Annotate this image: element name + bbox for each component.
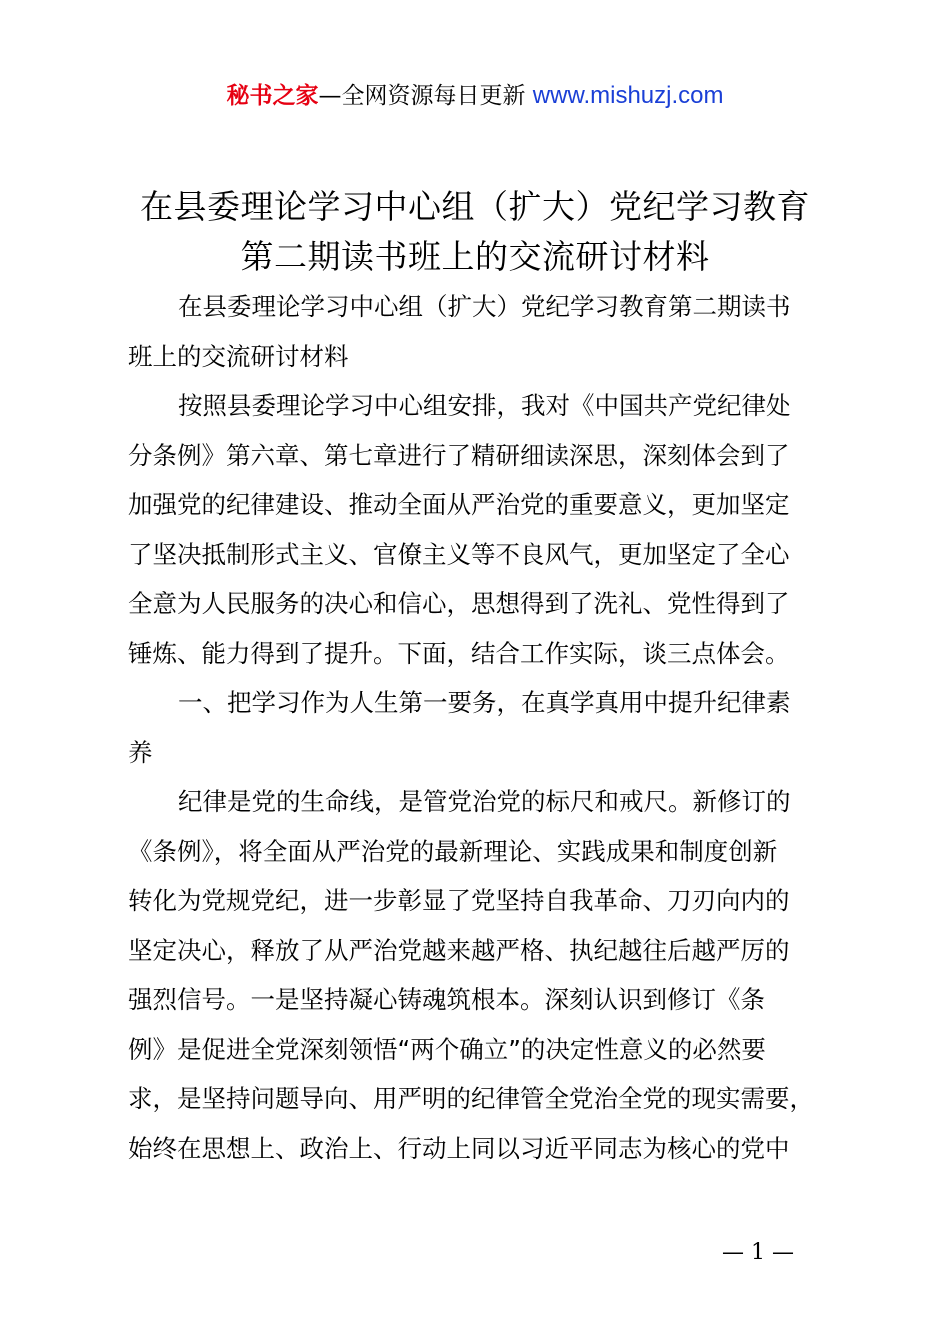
paragraph-line: 全意为人民服务的决心和信心，思想得到了洗礼、党性得到了 <box>128 589 790 618</box>
paragraph-line: 分条例》第六章、第七章进行了精研细读深思，深刻体会到了 <box>128 440 790 470</box>
title-line-1: 在县委理论学习中心组（扩大）党纪学习教育 <box>140 187 810 226</box>
paragraph-line: 了坚决抵制形式主义、官僚主义等不良风气，更加坚定了全心 <box>128 539 790 569</box>
brand-name: 秘书之家 <box>226 83 319 109</box>
paragraph-line: 按照县委理论学习中心组安排，我对《中国共产党纪律处 <box>178 391 791 420</box>
page-number: — 1 — <box>722 1240 794 1265</box>
header-slogan: —全网资源每日更新 <box>318 83 526 109</box>
paragraph-line: 例》是促进全党深刻领悟“两个确立”的决定性意义的必然要 <box>128 1034 766 1064</box>
paragraph-line: 纪律是党的生命线，是管党治党的标尺和戒尺。新修订的 <box>178 787 791 816</box>
section-heading-line: 一、把学习作为人生第一要务，在真学真用中提升纪律素 <box>178 688 791 717</box>
paragraph-line: 坚定决心，释放了从严治党越来越严格、执纪越往后越严厉的 <box>128 935 790 965</box>
site-url-link[interactable]: www.mishuzj.com <box>532 82 724 109</box>
title-line-2: 第二期读书班上的交流研讨材料 <box>240 237 710 276</box>
paragraph-line: 求，是坚持问题导向、用严明的纪律管全党治全党的现实需要， <box>128 1084 814 1113</box>
paragraph-line: 强烈信号。一是坚持凝心铸魂筑根本。深刻认识到修订《条 <box>128 985 765 1014</box>
paragraph-line: 加强党的纪律建设、推动全面从严治党的重要意义，更加坚定 <box>128 490 790 519</box>
paragraph-line: 班上的交流研讨材料 <box>128 341 349 371</box>
paragraph-line: 《条例》，将全面从严治党的最新理论、实践成果和制度创新 <box>128 836 778 866</box>
section-heading-line: 养 <box>128 737 153 767</box>
site-header <box>0 80 950 112</box>
document-body <box>128 282 838 1173</box>
paragraph-line: 始终在思想上、政治上、行动上同以习近平同志为核心的党中 <box>128 1133 790 1163</box>
paragraph-line: 在县委理论学习中心组（扩大）党纪学习教育第二期读书 <box>178 292 791 321</box>
paragraph-line: 锤炼、能力得到了提升。下面，结合工作实际，谈三点体会。 <box>128 638 790 668</box>
paragraph-line: 转化为党规党纪，进一步彰显了党坚持自我革命、刀刃向内的 <box>128 886 790 915</box>
document-title <box>0 182 950 282</box>
